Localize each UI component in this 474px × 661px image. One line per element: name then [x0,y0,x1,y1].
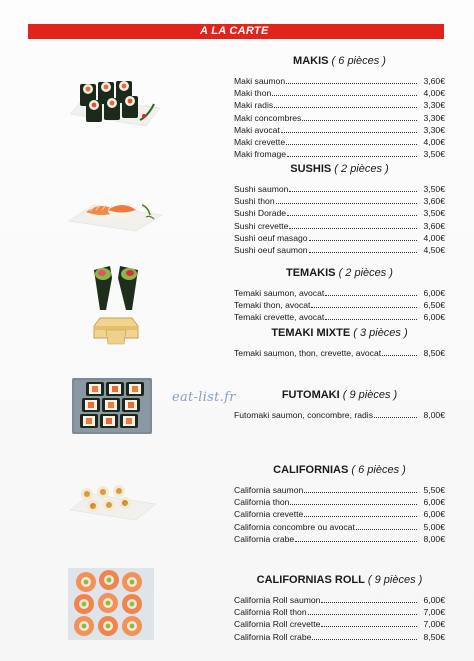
section-sushis [234,162,445,256]
page-title: A LA CARTE [200,25,269,37]
sushis-photo [66,185,164,235]
menu-row [234,195,445,207]
dot-leader [321,620,417,627]
californias-roll-photo [66,566,156,642]
makis-photo [66,70,162,132]
section-count: ( 3 pièces ) [353,327,408,339]
dot-leader [295,535,417,542]
item-name: Sushi Dorade [234,208,287,219]
item-price: 3,30€ [423,100,445,111]
item-name: California Roll crevette [234,619,321,630]
menu-row [234,521,445,533]
menu-row [234,244,445,256]
menu-row [234,87,445,99]
dot-leader [274,101,417,108]
item-name: Maki saumon [234,76,286,86]
item-price: 7,00€ [423,619,445,630]
item-price: 6,00€ [423,497,445,508]
dot-leader [309,234,417,241]
dot-leader [281,126,417,133]
item-price: 5,00€ [423,521,445,532]
section-count: ( 6 pièces ) [331,55,386,67]
item-name: California thon [234,497,290,508]
item-price: 4,50€ [423,245,445,256]
dot-leader [276,197,417,204]
menu-row [234,606,445,618]
dot-leader [289,185,417,192]
section-title [234,326,445,340]
menu-row [234,287,445,299]
section-name: TEMAKI MIXTE [271,327,351,339]
item-price: 3,60€ [423,76,445,86]
dot-leader [286,77,417,84]
dot-leader [374,411,417,418]
dot-leader [325,289,417,296]
item-name: Maki radis [234,100,274,111]
dot-leader [304,510,417,517]
dot-leader [382,349,417,356]
item-name: California crabe [234,533,295,544]
section-temaki-mixte [234,326,445,359]
menu-row [234,112,445,124]
futomaki-photo [70,376,154,436]
menu-row [234,508,445,520]
item-name: Temaki saumon, thon, crevette, avocat [234,348,382,358]
item-price: 8,00€ [423,533,445,544]
section-name: CALIFORNIAS ROLL [256,574,365,586]
item-price: 6,00€ [423,595,445,605]
section-title [234,162,445,176]
section-title [234,573,445,587]
dot-leader [321,596,417,603]
dot-leader [272,89,417,96]
item-name: California Roll thon [234,607,307,618]
dot-leader [325,313,417,320]
item-price: 3,60€ [423,220,445,231]
item-price: 8,50€ [423,631,445,642]
section-count: ( 6 pièces ) [351,464,406,476]
dot-leader [287,150,417,157]
item-name: Temaki crevette, avocat [234,312,325,323]
item-price: 3,60€ [423,196,445,207]
menu-row [234,232,445,244]
item-price: 3,50€ [423,208,445,219]
dot-leader [286,138,417,145]
section-title [234,388,445,402]
item-name: Maki fromage [234,149,287,160]
menu-row [234,594,445,606]
dot-leader [312,633,417,640]
section-count: ( 9 pièces ) [367,574,423,586]
dot-leader [302,114,417,121]
item-price: 6,00€ [423,509,445,520]
menu-row [234,183,445,195]
dot-leader [289,222,417,229]
section-title [234,463,445,477]
item-price: 3,50€ [423,149,445,160]
menu-row [234,148,445,160]
item-price: 3,30€ [423,112,445,123]
item-price: 4,00€ [423,137,445,148]
menu-row [234,533,445,545]
watermark: eat-list.fr [172,390,236,405]
menu-row [234,136,445,148]
item-name: California Roll saumon [234,595,321,605]
temakis-photo [86,264,146,346]
section-name: SUSHIS [290,163,332,175]
section-count: ( 2 pièces ) [334,163,389,175]
item-name: Maki crevette [234,137,286,148]
dot-leader [309,246,417,253]
item-name: Sushi saumon [234,184,289,194]
section-name: FUTOMAKI [281,389,340,401]
item-name: California Roll crabe [234,631,312,642]
item-name: Sushi oeuf masago [234,232,308,243]
item-name: Temaki thon, avocat [234,300,311,311]
item-price: 8,50€ [423,348,445,358]
item-price: 6,00€ [423,288,445,298]
menu-row [234,99,445,111]
section-name: TEMAKIS [286,267,336,279]
menu-row [234,631,445,643]
menu-row [234,207,445,219]
menu-row [234,347,445,359]
section-temakis [234,266,445,324]
californias-photo [66,478,158,522]
item-name: Futomaki saumon, concombre, radis [234,410,373,420]
dot-leader [308,608,417,615]
menu-row [234,311,445,323]
item-name: Sushi thon [234,196,275,207]
menu-row [234,75,445,87]
dot-leader [290,498,417,505]
dot-leader [287,209,417,216]
item-name: Maki concombres [234,112,302,123]
section-title [234,54,445,68]
section-futomaki [234,388,445,421]
item-price: 4,00€ [423,88,445,99]
item-name: Maki thon [234,88,272,99]
item-name: California saumon [234,485,304,495]
item-name: Sushi crevette [234,220,289,231]
section-makis [234,54,445,160]
menu-row [234,496,445,508]
menu-row [234,409,445,421]
menu-row [234,618,445,630]
dot-leader [311,301,417,308]
menu-row [234,299,445,311]
item-price: 3,30€ [423,124,445,135]
section-californias [234,463,445,545]
menu-row [234,484,445,496]
item-price: 4,00€ [423,232,445,243]
dot-leader [356,523,417,530]
menu-row [234,124,445,136]
item-name: Maki avocat [234,124,280,135]
section-name: MAKIS [293,55,329,67]
section-californias-roll [234,573,445,643]
section-title [234,266,445,280]
item-price: 6,00€ [423,312,445,323]
dot-leader [304,486,417,493]
item-price: 7,00€ [423,607,445,618]
item-price: 3,50€ [423,184,445,194]
section-count: ( 9 pièces ) [342,389,398,401]
item-price: 5,50€ [423,485,445,495]
item-name: Temaki saumon, avocat [234,288,325,298]
section-name: CALIFORNIAS [273,464,349,476]
item-name: California concombre ou avocat [234,521,355,532]
menu-row [234,220,445,232]
item-name: California crevette [234,509,304,520]
item-name: Sushi oeuf saumon [234,245,308,256]
item-price: 6,50€ [423,300,445,311]
item-price: 8,00€ [423,410,445,420]
section-count: ( 2 pièces ) [338,267,393,279]
